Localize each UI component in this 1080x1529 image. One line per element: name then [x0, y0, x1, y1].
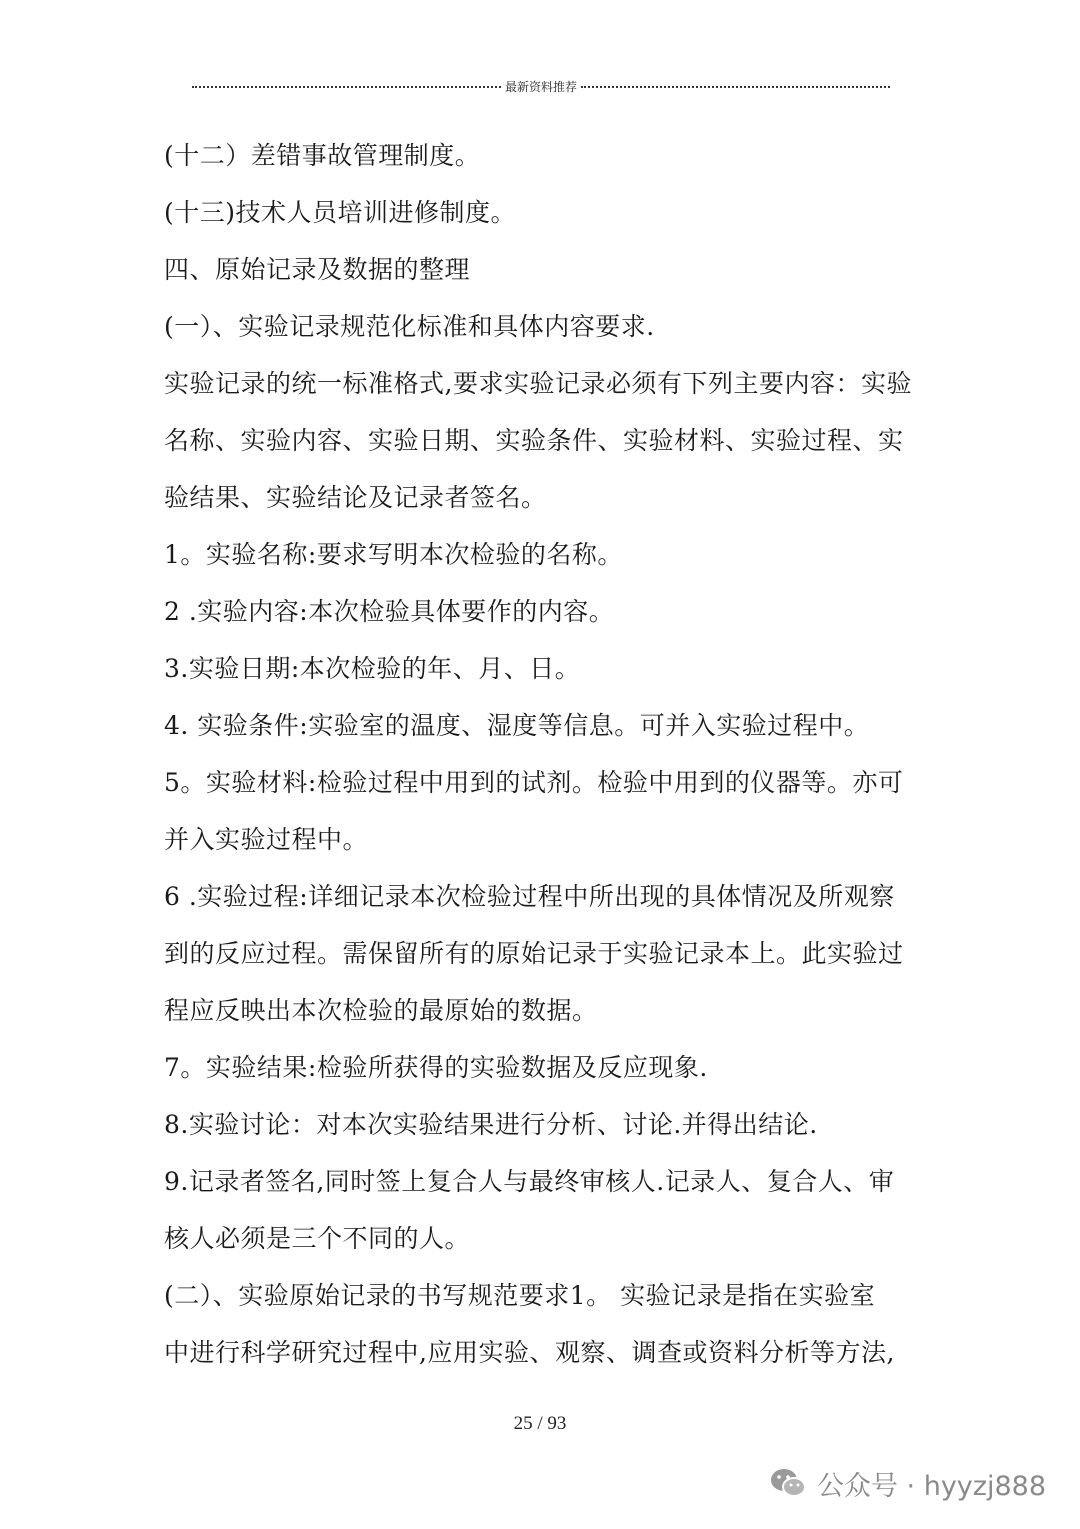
text-line: 并入实验过程中。: [164, 825, 369, 854]
text-line: 验结果、实验结论及记录者签名。: [164, 483, 547, 512]
text-line: (十二）差错事故管理制度。: [164, 141, 481, 170]
text-line: 8.实验讨论：对本次实验结果进行分析、讨论.并得出结论.: [164, 1110, 818, 1139]
text-line: 7。实验结果:检验所获得的实验数据及反应现象.: [164, 1053, 708, 1082]
text-line: 6 .实验过程:详细记录本次检验过程中所出现的具体情况及所观察: [164, 882, 895, 911]
header-dotted-rule-right: [581, 86, 890, 88]
text-line: 2 .实验内容:本次检验具体要作的内容。: [164, 597, 615, 626]
text-line: 中进行科学研究过程中,应用实验、观察、调查或资料分析等方法,: [164, 1338, 895, 1367]
text-line: 实验记录的统一标准格式,要求实验记录必须有下列主要内容：实验: [164, 369, 912, 398]
text-line: 4. 实验条件:实验室的温度、湿度等信息。可并入实验过程中。: [164, 711, 870, 740]
text-line: 5。实验材料:检验过程中用到的试剂。检验中用到的仪器等。亦可: [164, 768, 904, 797]
document-body: [164, 127, 924, 1381]
text-line: (十三)技术人员培训进修制度。: [164, 198, 517, 227]
header-text: 最新资料推荐: [505, 79, 578, 94]
text-line: 名称、实验内容、实验日期、实验条件、实验材料、实验过程、实: [164, 426, 904, 455]
wechat-icon: [769, 1466, 807, 1500]
header-dotted-rule-left: [192, 86, 501, 88]
text-line: (二）、实验原始记录的书写规范要求1。 实验记录是指在实验室: [164, 1281, 876, 1310]
page-number: 25 / 93: [513, 1413, 567, 1434]
text-line: 四、原始记录及数据的整理: [164, 255, 471, 284]
text-line: 程应反映出本次检验的最原始的数据。: [164, 996, 598, 1025]
watermark: [769, 1463, 1046, 1503]
text-line: (一）、实验记录规范化标准和具体内容要求.: [164, 312, 655, 341]
text-line: 9.记录者签名,同时签上复合人与最终审核人.记录人、复合人、审: [164, 1167, 895, 1196]
text-line: 3.实验日期:本次检验的年、月、日。: [164, 654, 581, 683]
watermark-text: 公众号 · hyyzj888: [816, 1470, 1046, 1502]
page-header: [192, 76, 890, 96]
text-line: 核人必须是三个不同的人。: [164, 1224, 471, 1253]
text-line: 1。实验名称:要求写明本次检验的名称。: [164, 540, 623, 569]
text-line: 到的反应过程。需保留所有的原始记录于实验记录本上。此实验过: [164, 939, 904, 968]
